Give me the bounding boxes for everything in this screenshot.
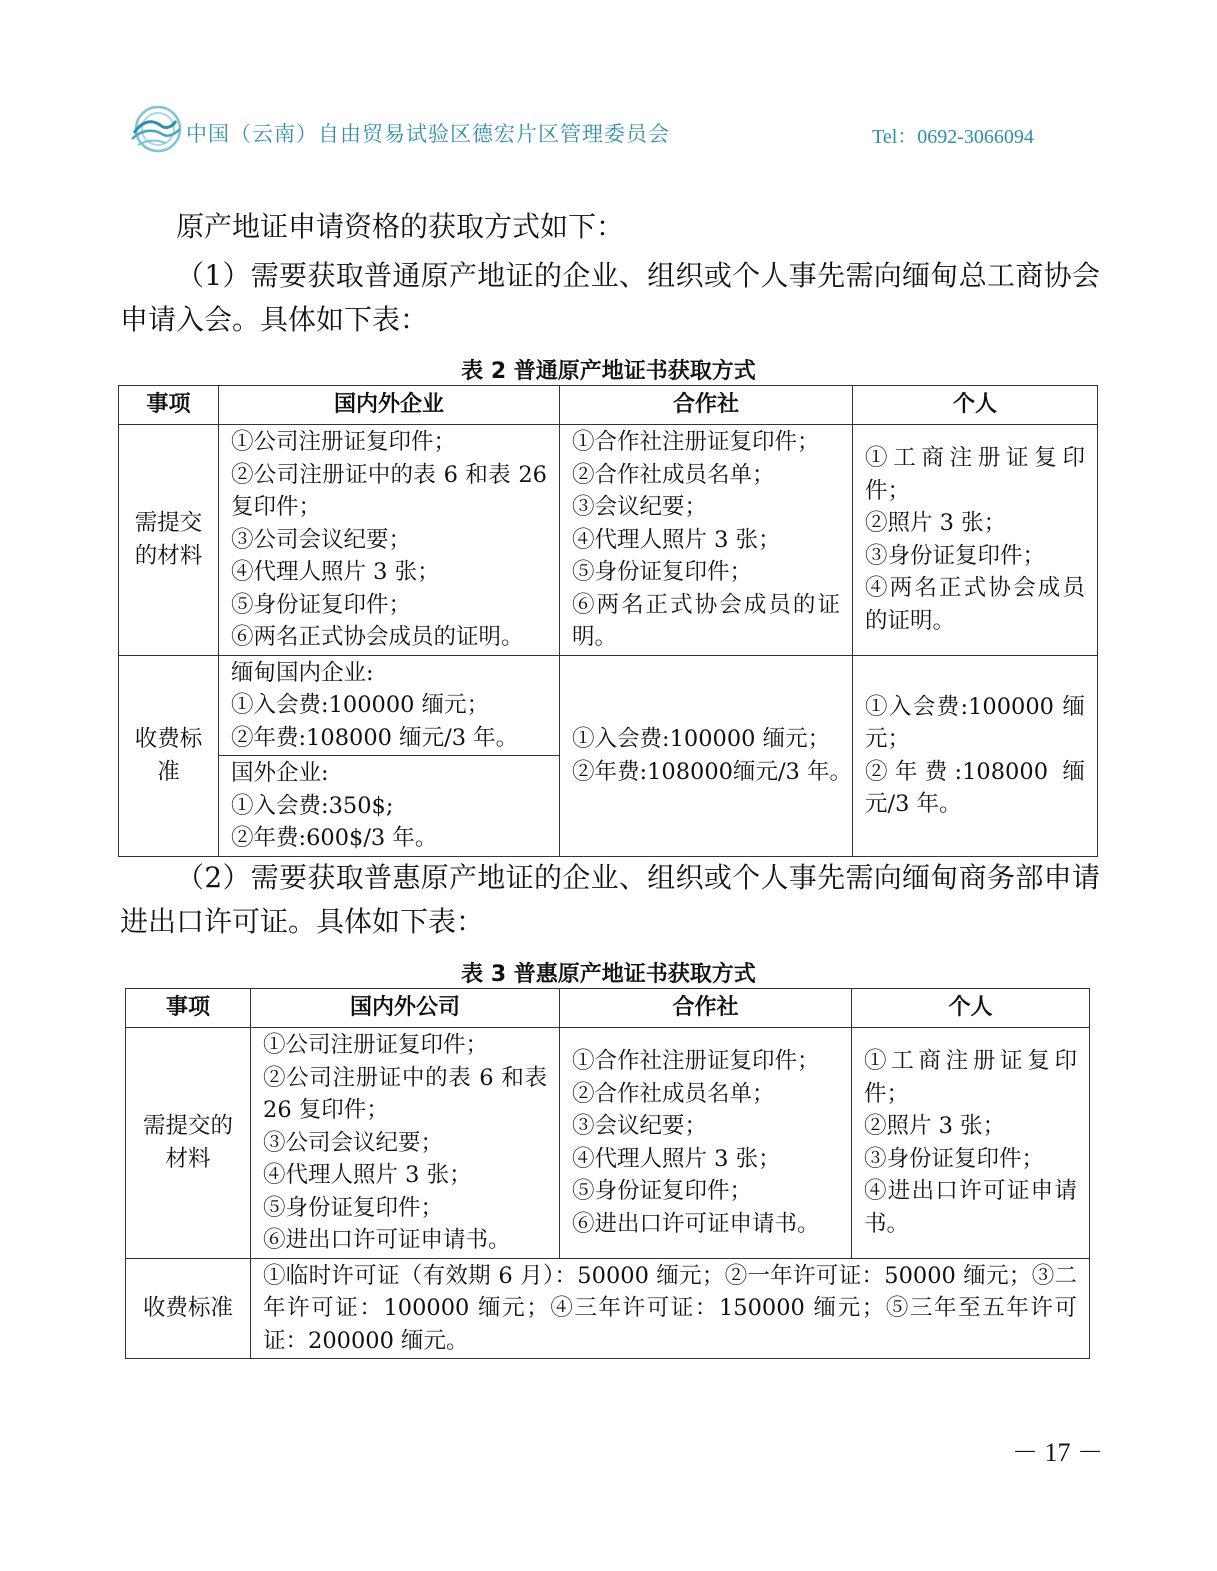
list-item: ①入会费:100000 缅元； xyxy=(231,692,490,718)
list-item: ④进出口许可证申请书。 xyxy=(864,1178,1077,1237)
telephone-number: Tel：0692-3066094 xyxy=(872,126,1034,148)
table2-header-enterprise: 国内外企业 xyxy=(219,386,560,425)
page-number: － 17 － xyxy=(1012,1438,1104,1467)
list-item: ②年费:108000 缅元/3 年。 xyxy=(865,758,1085,817)
table3-fees-row xyxy=(126,1258,1090,1359)
table3-caption: 表 3 普惠原产地证书获取方式 xyxy=(461,962,756,987)
table3-header-item: 事项 xyxy=(126,989,251,1028)
table2-materials-cooperative xyxy=(560,425,853,656)
table2-fees-row-domestic xyxy=(119,655,1098,756)
table2-caption: 表 2 普通原产地证书获取方式 xyxy=(461,359,756,384)
table2-header-cooperative: 合作社 xyxy=(560,386,853,425)
list-item: ③会议纪要； xyxy=(572,494,708,520)
list-item: ⑤身份证复印件； xyxy=(572,559,753,585)
table3-header-individual: 个人 xyxy=(852,989,1090,1028)
table2-fees-cooperative xyxy=(560,655,853,856)
table2-header-individual: 个人 xyxy=(853,386,1098,425)
table3-header-cooperative: 合作社 xyxy=(560,989,852,1028)
list-item: ③公司会议纪要； xyxy=(231,526,412,553)
table2-ordinary-certificate xyxy=(118,385,1098,857)
list-item: ①入会费:100000 缅元； xyxy=(865,693,1085,752)
list-item: ②公司注册证中的表 6 和表 26 复印件； xyxy=(263,1064,547,1123)
table3-materials-row xyxy=(126,1028,1090,1259)
list-item: ③身份证复印件； xyxy=(864,1145,1045,1172)
list-item: ①入会费:350$; xyxy=(231,792,394,819)
list-item: ③身份证复印件； xyxy=(865,542,1046,569)
table2-header-item: 事项 xyxy=(119,386,219,425)
list-item: ①公司注册证复印件； xyxy=(231,429,457,455)
list-item: ⑥两名正式协会成员的证明。 xyxy=(231,624,524,650)
list-item: ③公司会议纪要； xyxy=(263,1129,444,1156)
list-item: 缅甸国内企业: xyxy=(231,659,374,686)
list-item: ④代理人照片 3 张； xyxy=(572,1145,781,1172)
list-item: ④代理人照片 3 张； xyxy=(231,559,440,585)
list-item: ②照片 3 张； xyxy=(865,510,1007,537)
list-item: ②年费:108000缅元/3 年。 xyxy=(572,758,853,785)
list-item: ⑥两名正式协会成员的证明。 xyxy=(572,591,840,650)
organization-name: 中国（云南）自由贸易试验区德宏片区管理委员会 xyxy=(186,122,670,146)
list-item: ③会议纪要； xyxy=(572,1113,708,1140)
list-item: ⑤身份证复印件； xyxy=(231,591,412,618)
list-item: ⑥进出口许可证申请书。 xyxy=(263,1227,511,1253)
wave-logo-icon xyxy=(128,103,184,155)
list-item: ①工商注册证复印件； xyxy=(865,445,1085,504)
table3-materials-cooperative xyxy=(560,1028,852,1259)
list-item: ⑤身份证复印件； xyxy=(263,1194,444,1221)
list-item: ①合作社注册证复印件； xyxy=(572,429,820,455)
list-item: ④两名正式协会成员的证明。 xyxy=(865,575,1085,634)
table2-materials-label: 需提交的材料 xyxy=(119,425,219,656)
list-item: ②照片 3 张； xyxy=(864,1113,1006,1140)
paragraph-2: （2）需要获取普惠原产地证的企业、组织或个人事先需向缅甸商务部申请进出口许可证。具体如下表： xyxy=(120,861,1100,938)
table2-fees-foreign xyxy=(219,756,560,857)
table2-fees-individual xyxy=(853,655,1098,856)
table3-materials-individual xyxy=(852,1028,1090,1259)
page-header xyxy=(0,0,1217,170)
table3-fees-text: ①临时许可证（有效期 6 月）：50000 缅元；②一年许可证：50000 缅元；③二年许可证：100000 缅元；④三年许可证：150000 缅元；⑤三年至五年许可证：200000 缅元。 xyxy=(251,1258,1090,1359)
list-item: ②年费:600$/3 年。 xyxy=(231,825,438,851)
table2-fees-domestic xyxy=(219,655,560,756)
table3-materials-company xyxy=(251,1028,560,1259)
table3-materials-label: 需提交的材料 xyxy=(126,1028,251,1259)
table2-materials-row xyxy=(119,425,1098,656)
paragraph-1: （1）需要获取普通原产地证的企业、组织或个人事先需向缅甸总工商协会申请入会。具体如下表： xyxy=(120,259,1100,336)
list-item: ②公司注册证中的表 6 和表 26 复印件； xyxy=(231,461,547,520)
list-item: ④代理人照片 3 张； xyxy=(263,1162,472,1188)
list-item: ⑤身份证复印件； xyxy=(572,1178,753,1205)
intro-paragraph: 原产地证申请资格的获取方式如下： xyxy=(176,210,625,243)
list-item: ①入会费:100000 缅元； xyxy=(572,726,831,752)
table2-header-row xyxy=(119,386,1098,425)
table3-fees-label: 收费标准 xyxy=(126,1258,251,1359)
table3-header-company: 国内外公司 xyxy=(251,989,560,1028)
table2-materials-enterprise xyxy=(219,425,560,656)
list-item: ②年费:108000 缅元/3 年。 xyxy=(231,724,519,751)
table2-fees-label: 收费标准 xyxy=(119,655,219,856)
list-item: ②合作社成员名单； xyxy=(572,1080,775,1107)
list-item: ④代理人照片 3 张； xyxy=(572,526,781,553)
list-item: ①工商注册证复印件； xyxy=(864,1048,1077,1107)
table2-materials-individual xyxy=(853,425,1098,656)
list-item: ②合作社成员名单； xyxy=(572,461,775,488)
list-item: 国外企业: xyxy=(231,760,329,786)
list-item: ①合作社注册证复印件； xyxy=(572,1048,820,1075)
table3-header-row xyxy=(126,989,1090,1028)
list-item: ⑥进出口许可证申请书。 xyxy=(572,1210,820,1237)
list-item: ①公司注册证复印件； xyxy=(263,1032,489,1058)
table3-preferential-certificate xyxy=(125,988,1090,1359)
